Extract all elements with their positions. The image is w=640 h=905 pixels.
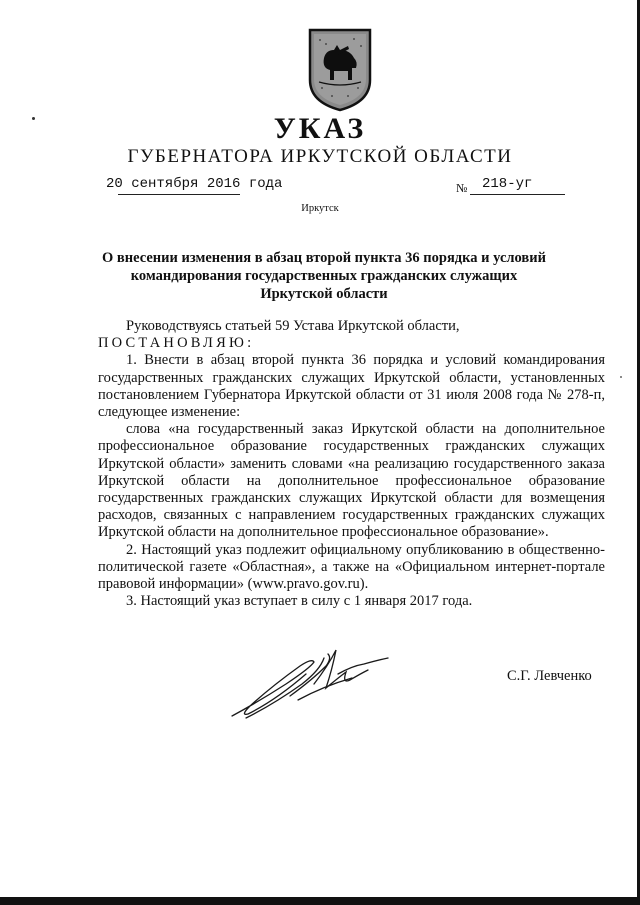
- document-number: 218-уг: [482, 176, 533, 192]
- number-sign: №: [456, 181, 468, 195]
- item-2-paragraph: 2. Настоящий указ подлежит официальному опубликованию в общественно-политической газете «Областная», а также на «Официальном интернет-портале правовой информации» (www.pravo.gov.ru).: [98, 541, 605, 593]
- handwritten-signature-icon: [228, 644, 398, 724]
- document-title: УКАЗ: [273, 112, 367, 145]
- document-heading: О внесении изменения в абзац второй пункта 36 порядка и условий командирования государственных гражданских служащих Иркутской области: [102, 250, 546, 302]
- basis-paragraph: Руководствуясь статьей 59 Устава Иркутской области,: [126, 318, 460, 334]
- document-city: Иркутск: [301, 203, 339, 214]
- document-subtitle: ГУБЕРНАТОРА ИРКУТСКОЙ ОБЛАСТИ: [127, 146, 513, 167]
- signer-name: С.Г. Левченко: [507, 668, 592, 684]
- date-underline: [118, 194, 240, 195]
- number-underline: [470, 194, 565, 195]
- scan-speck: [620, 376, 622, 378]
- change-paragraph: слова «на государственный заказ Иркутской области на дополнительное профессиональное образование государственных гражданских служащих Иркутской области» заменить словами «на реализацию государственного заказа Иркутской области на дополнительное профессиональное образование государственных гражданских служащих Иркутской области для возмещения расходов, связанных с направлением государственных гражданских служащих Иркутской области на дополнительное профессиональное образование».: [98, 421, 605, 541]
- document-date: 20 сентября 2016 года: [106, 176, 283, 192]
- scan-edge-bottom: [0, 897, 640, 905]
- item-1-paragraph: 1. Внести в абзац второй пункта 36 порядка и условий командирования государственных гражданских служащих Иркутской области, установленных постановлением Губернатора Иркутской области от 31 июля 2008 года № 278-п, следующее изменение:: [98, 352, 605, 421]
- document-body: [98, 318, 605, 610]
- decree-word: ПОСТАНОВЛЯЮ:: [98, 335, 255, 352]
- item-3-paragraph: 3. Настоящий указ вступает в силу с 1 января 2017 года.: [126, 593, 473, 610]
- irkutsk-coat-of-arms-icon: [306, 28, 374, 112]
